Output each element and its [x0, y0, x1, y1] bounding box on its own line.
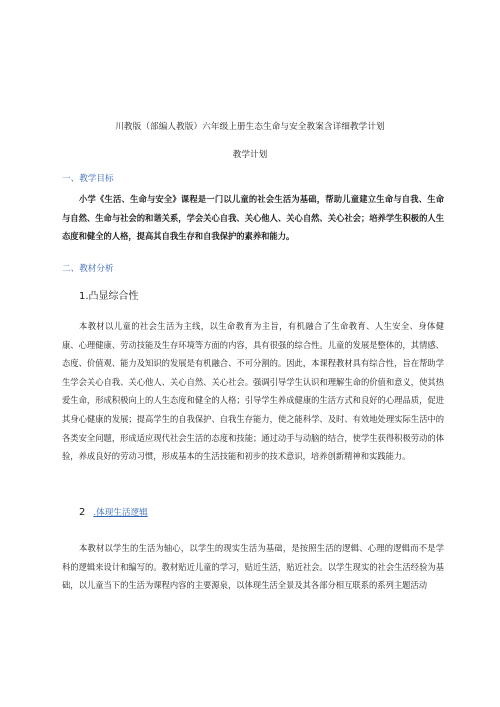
comprehensive-paragraph: 本教材以儿童的社会生活为主线，以生命教育为主旨，有机融合了生命教育、人生安全、身体健康、心理健康、劳动技能及生存环境等方面的内容，具有很强的综合性。儿童的发展是整体的，其情感、态度、价值观、能力及知识的发展是有机融合、不可分割的。因此，本课程教材具有综合性，旨在帮助学生学会关心自我、关心他人、关心自然、关心社会。强调引导学生认识和理解生命的价值和意义，使其热爱生命，形成积极向上的人生态度和健全的人格；引导学生养成健康的生活方式和良好的心理品质，促进其身心健康的发展；提高学生的自我保护、自我生存能力，使之能科学、及时、有效地处理实际生活中的各类安全问题，形成适应现代社会生活的态度和技能；通过动手与动脑的结合，使学生获得积极劳动的体验，养成良好的劳动习惯，形成基本的生活技能和初步的技术意识，培养创新精神和实践能力。 [62, 321, 444, 462]
section-heading-teaching-goals: 一、教学目标 [62, 174, 114, 184]
subsection-heading-life-logic [79, 506, 148, 518]
subsection-number: 1. [79, 291, 89, 302]
section-heading-textbook-analysis: 二、教材分析 [62, 264, 114, 274]
document-title: 川教版（部编人教版）六年级上册生态生命与安全教案含详细教学计划 [115, 122, 385, 132]
subsection-title-link[interactable]: .体现生活逻辑 [93, 508, 148, 518]
teaching-goals-paragraph: 小学《生活、生命与安全》课程是一门以儿童的社会生活为基础，帮助儿童建立生命与自我、生命与自然、生命与社会的和谐关系，学会关心自我、关心他人、关心自然、关心社会；培养学生积极的人生态度和健全的人格，提高其自我生存和自我保护的素养和能力。 [62, 194, 444, 242]
subsection-heading-comprehensive [79, 287, 139, 302]
document-subtitle: 教学计划 [232, 150, 268, 160]
subsection-title: 凸显综合性 [88, 291, 139, 302]
life-logic-paragraph: 本教材以学生的生活为轴心，以学生的现实生活为基础，是按照生活的逻辑、心理的逻辑而不是学科的逻辑来设计和编写的。教材贴近儿童的学习，贴近生活，贴近社会。以学生现实的社会生活经验为基础，以儿童当下的生活为课程内容的主要源泉，以体现生活全景及其各部分相互联系的系列主题活动 [62, 543, 444, 591]
subsection-number: 2 [79, 507, 86, 518]
